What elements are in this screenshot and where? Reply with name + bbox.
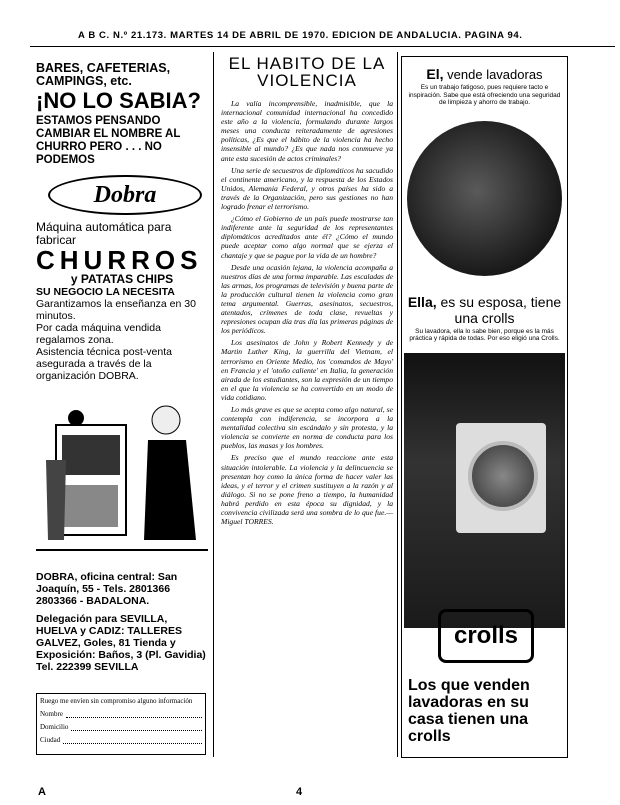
dobra-logo: Dobra <box>48 175 202 215</box>
ad-slogan: Los que venden lavadoras en su casa tienen una crolls <box>408 677 530 745</box>
article-paragraph: ¿Cómo el Gobierno de un país puede mostrarse tan indiferente ante la seguridad de los representantes diplomáticos acreditados ante él? ¿Cómo el mundo puede aceptar como algo normal que se ejerza el chantaje y que se pague por la vida de un hombre? <box>221 214 393 260</box>
coupon-line[interactable] <box>40 710 202 718</box>
ad-office: DOBRA, oficina central: San Joaquín, 55 - Tels. 2801366 2803366 - BADALONA. <box>36 571 178 607</box>
machine-illustration <box>36 390 208 560</box>
coupon-label: Domicilio <box>40 723 69 731</box>
ad-text-el: Es un trabajo fatigoso, pues requiere tacto e inspiración. Sabe que está ofreciendo una seguridad de limpieza y ahorro de trabajo. <box>408 84 561 106</box>
column-rule-right <box>397 52 398 757</box>
article-paragraph: La valía incomprensible, inadmisible, que la internacional comunidad internacional ha concedido este año a la violencia, formulando durante largos meses una conducta reiteradamente de agresiones políticas, ¿Es que el hábito de la violencia ha hecho insensible al mundo? ¿Es que nada nos conmueve ya ante esta sucesión de actos criminales? <box>221 99 393 163</box>
coupon-label: Ciudad <box>40 736 61 744</box>
title-ella-rest: es su esposa, tiene una crolls <box>436 293 562 326</box>
article-body <box>221 99 393 526</box>
ad-patatas: y PATATAS CHIPS <box>70 272 174 286</box>
ad-title-el <box>402 66 567 82</box>
salesman-photo <box>407 121 562 276</box>
ad-negocio: SU NEGOCIO LA NECESITA <box>36 286 175 298</box>
column-rule-left <box>213 52 214 757</box>
coupon-line[interactable] <box>40 723 202 731</box>
ad-machine: Máquina automática para fabricar <box>36 220 172 247</box>
ad-p1: Garantizamos la enseñanza en 30 minutos. <box>36 298 196 322</box>
page-header: A B C. N.º 21.173. MARTES 14 DE ABRIL DE 1970. EDICION DE ANDALUCIA. PAGINA 94. <box>78 30 523 41</box>
violence-article <box>221 55 393 529</box>
header-rule <box>30 46 615 47</box>
ad-text-ella: Su lavadora, ella lo sabe bien, porque es la más práctica y rápida de todas. Por eso eligió una Crolls. <box>409 327 560 342</box>
washer-door <box>468 441 538 511</box>
ad-condition: ESTAMOS PENSANDO CAMBIAR EL NOMBRE AL CHURRO PERO . . . NO PODEMOS <box>36 115 181 166</box>
ad-p3: Asistencia técnica post-venta asegurada a través de la organización DOBRA. <box>36 346 172 382</box>
title-el-rest: vende lavadoras <box>443 67 543 82</box>
ad-churros: CHURROS <box>36 245 203 275</box>
article-paragraph: Lo más grave es que se acepta como algo natural, se contempla con indiferencia, se incorpora a la mentalidad colectiva sin escándalo y sin protesta, y la violencia se convierte en norma de conducta para los pueblos, las masas y los hombres. <box>221 405 393 451</box>
crolls-logo: crolls <box>438 609 534 663</box>
title-ella-bold: Ella, <box>407 293 437 310</box>
washing-machine-photo <box>404 353 565 628</box>
coupon-form[interactable] <box>36 693 206 755</box>
ad-heading: BARES, CAFETERIAS, CAMPINGS, etc. <box>36 61 171 88</box>
ad-delegation: Delegación para SEVILLA, HUELVA y CADIZ: TALLERES GALVEZ, Goles, 81 Tienda y Exposición: Baños, 3 (Pl. Gavidia) Tel. 222399 SEVILLA <box>36 613 206 673</box>
footer-left-mark: A <box>38 786 46 798</box>
footer-page-mark: 4 <box>296 786 303 798</box>
article-paragraph: Los asesinatos de John y Robert Kennedy y de Martin Luther King, la guerrilla del Vietnam, el terrorismo en Oriente Medio, los 'comandos de Mayo' en Francia y el 'otoño caliente' en Italia, la generación airada de los estudiantes, son la expresión de un tiempo en el que la violencia se ha convertido en un modo de vida cotidiano. <box>221 338 393 402</box>
coupon-label: Nombre <box>40 710 63 718</box>
ad-headline: ¡NO LO SABIA? <box>36 88 201 113</box>
article-paragraph: Una serie de secuestros de diplomáticos ha sacudido el continente americano, y la respuesta de los Estados Unidos, Alemania Federal, y otros países ha sido a través de la Organización, pero sus gestiones no han logrado frenar el terrorismo. <box>221 165 393 212</box>
article-paragraph: Es preciso que el mundo reaccione ante esta situación intolerable. La violencia y la delincuencia se presentan hoy como la única forma de hacer valer las ideas, y el terror y el crimen sustituyen a la razón y al diálogo. Si no se pone freno a tiempo, la humanidad habrá perdido en esta época su dignidad, y la convivencia civilizada será una sombra de lo que fue.—Miguel TORRES. <box>221 453 393 527</box>
article-title: EL HABITO DE LA VIOLENCIA <box>228 54 386 90</box>
ad-title-ella <box>402 294 567 326</box>
title-el-bold: El, <box>426 66 444 82</box>
coupon-intro: Ruego me envíen sin compromiso alguno información <box>40 697 193 705</box>
coupon-line[interactable] <box>40 736 202 744</box>
dobra-advertisement <box>36 62 208 673</box>
article-paragraph: Desde una ocasión lejana, la violencia acompaña a nuestros días de una forma imparable. Las escaladas de las armas, los programas de televisión y buena parte de la producción cultural tienen la violencia como gran tema argumental. Guerras, asesinatos, secuestros, atentados, crímenes de toda clase, revueltas y represiones ocupan día tras día las primeras páginas de los periódicos. <box>221 262 393 336</box>
ad-p2: Por cada máquina vendida regalamos zona. <box>36 322 161 346</box>
crolls-advertisement <box>401 56 568 758</box>
